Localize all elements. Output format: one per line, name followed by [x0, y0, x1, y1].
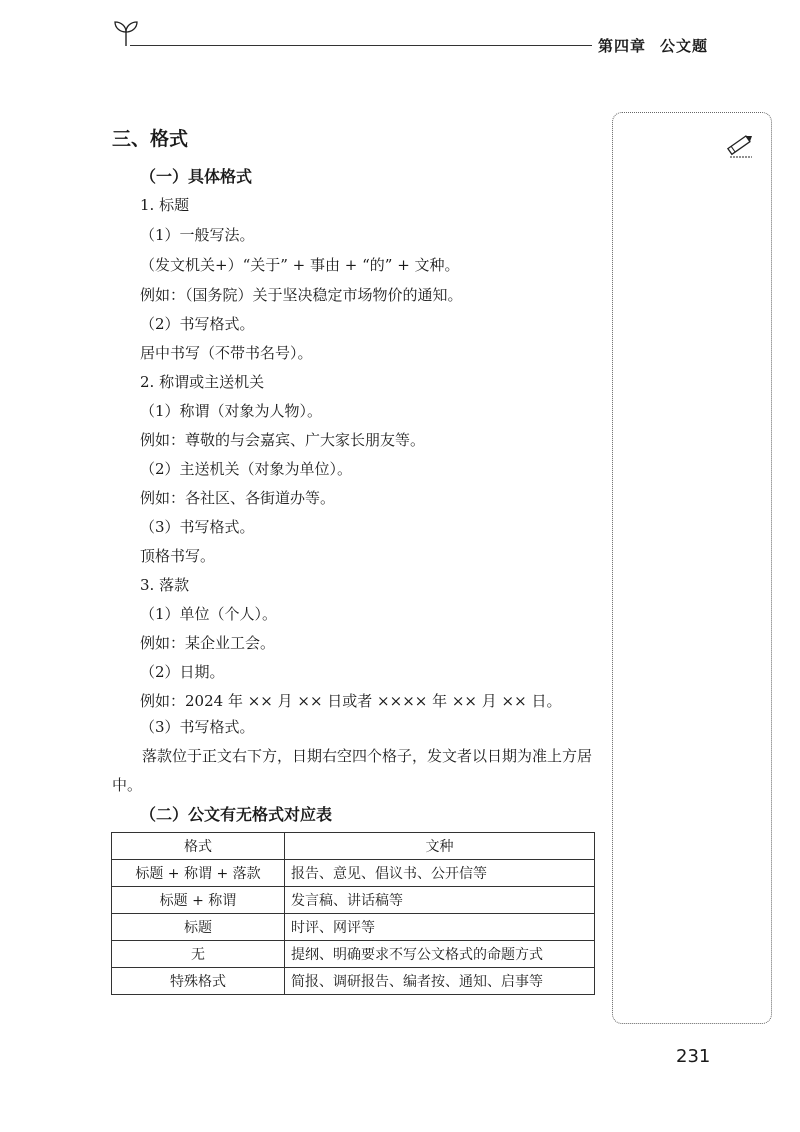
- text-line: （1）单位（个人）。: [140, 605, 278, 623]
- text-line: 3. 落款: [140, 576, 190, 594]
- table-cell: 时评、网评等: [285, 914, 595, 941]
- table-row: [112, 887, 595, 914]
- section-title: 三、格式: [112, 128, 189, 150]
- table-row: [112, 860, 595, 887]
- text-line: （2）日期。: [140, 663, 225, 681]
- text-line: （3）书写格式。: [140, 718, 255, 736]
- chapter-heading: [598, 35, 708, 56]
- header-rule: [130, 45, 592, 46]
- table-header-row: [112, 833, 595, 860]
- text-line: 居中书写（不带书名号）。: [140, 344, 313, 362]
- text-line: 顶格书写。: [140, 547, 216, 565]
- table-cell: 标题: [112, 914, 285, 941]
- pencil-icon: [724, 130, 756, 160]
- text-line: 1. 标题: [140, 196, 190, 214]
- text-line: （发文机关+）“关于” + 事由 + “的” + 文种。: [140, 256, 460, 274]
- table-cell-text: 发言稿、讲话稿等: [291, 893, 403, 909]
- text-line: （1）一般写法。: [140, 226, 255, 244]
- text-line: （3）书写格式。: [140, 518, 255, 536]
- text-line: 例如：某企业工会。: [140, 634, 276, 652]
- paragraph: 落款位于正文右下方，日期右空四个格子，发文者以日期为准上方居中。: [112, 747, 593, 794]
- format-table: [111, 832, 595, 995]
- text-line: （1）称谓（对象为人物）。: [140, 402, 323, 420]
- table-cell: 报告、意见、倡议书、公开信等: [285, 860, 595, 887]
- text-line: 例如：2024 年 ×× 月 ×× 日或者 ×××× 年 ×× 月 ×× 日。: [140, 692, 562, 710]
- table-cell: 标题 + 称谓 + 落款: [112, 860, 285, 887]
- text-line: （2）书写格式。: [140, 315, 255, 333]
- table-header: 文种: [285, 833, 595, 860]
- table-cell: 标题 + 称谓: [112, 887, 285, 914]
- text-line: 例如：（国务院）关于坚决稳定市场物价的通知。: [140, 286, 463, 304]
- page-number: 231: [676, 1046, 711, 1067]
- table-cell: 提纲、明确要求不写公文格式的命题方式: [285, 941, 595, 968]
- text-line: （2）主送机关（对象为单位）。: [140, 460, 353, 478]
- chapter-title: 公文题: [660, 37, 709, 55]
- table-row: [112, 968, 595, 995]
- text-line: 例如：尊敬的与会嘉宾、广大家长朋友等。: [140, 431, 426, 449]
- sprout-icon: [112, 18, 140, 48]
- table-header: 格式: [112, 833, 285, 860]
- text-line: 例如：各社区、各街道办等。: [140, 489, 336, 507]
- subsection-title-2: （二）公文有无格式对应表: [140, 805, 333, 824]
- table-cell: 无: [112, 941, 285, 968]
- table-row: [112, 914, 595, 941]
- table-cell: 特殊格式: [112, 968, 285, 995]
- table-cell: [285, 887, 595, 914]
- notes-box: [612, 112, 772, 1024]
- chapter-label: 第四章: [598, 37, 647, 55]
- subsection-title-1: （一）具体格式: [140, 167, 253, 186]
- text-line: 2. 称谓或主送机关: [140, 373, 265, 391]
- table-row: [112, 941, 595, 968]
- table-cell: 简报、调研报告、编者按、通知、启事等: [285, 968, 595, 995]
